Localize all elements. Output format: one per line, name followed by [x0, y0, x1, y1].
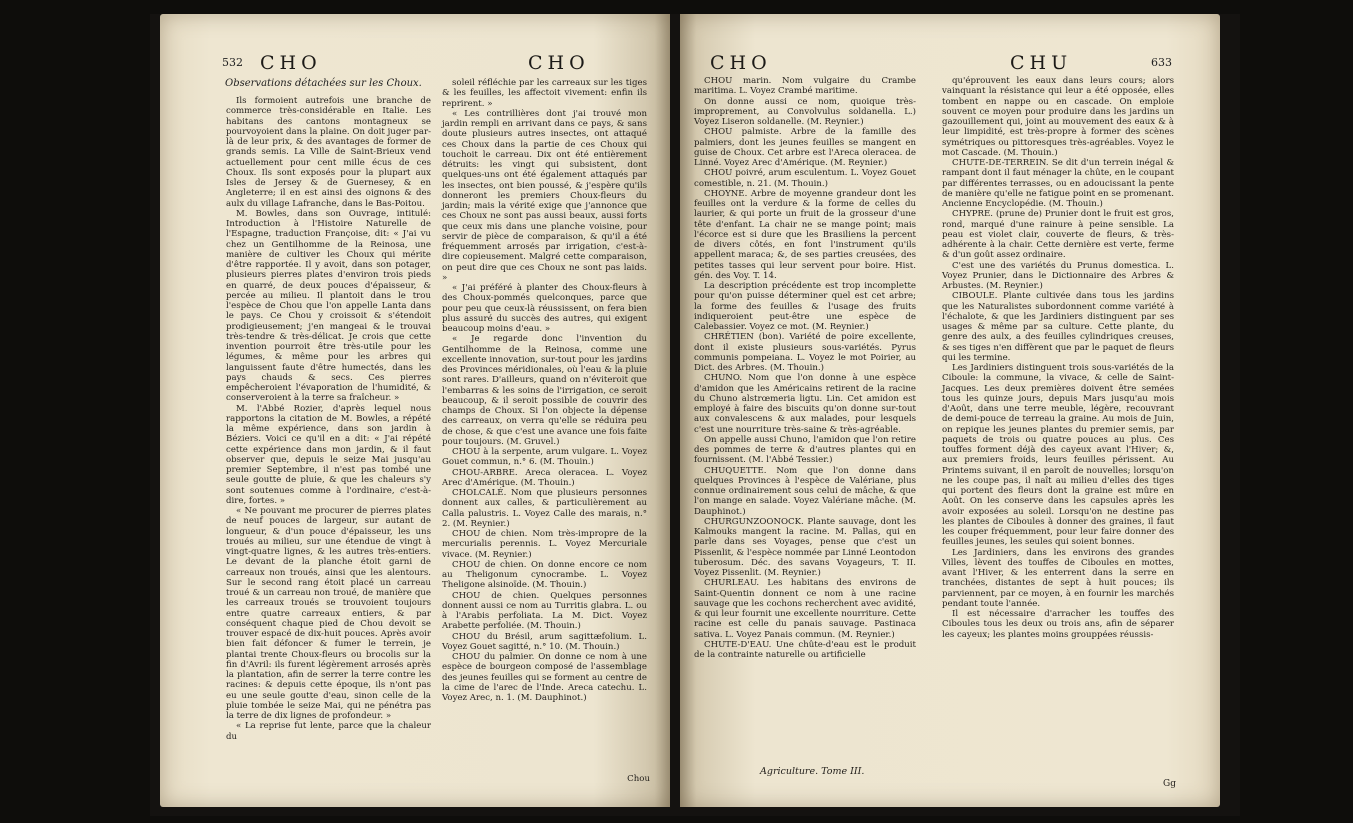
text-column-2 — [442, 78, 647, 778]
paragraph: CHUNO. Nom que l'on donne à une espèce d'amidon que les Américains retirent de la racine du Chuno alstrœmeria ligtu. Lin. Cet amidon est employé à faire des biscuits qu'on donne sur-tout aux convalescens & aux malades, pour lesquels c'est une nourriture très-saine & très-agréable. — [694, 373, 916, 435]
paragraph: On donne aussi ce nom, quoique très-improprement, au Convolvulus soldanella. L.) Voyez Liseron soldanelle. (M. Reynier.) — [694, 96, 916, 127]
paragraph: CHOLCALÉ. Nom que plusieurs personnes donnent aux calles, & particulièrement au Calla palustris. L. Voyez Calle des marais, n.° 2. (M. Reynier.) — [442, 488, 647, 529]
paragraph: CHOU-ARBRE. Areca oleracea. L. Voyez Arec d'Amérique. (M. Thouin.) — [442, 467, 647, 488]
paragraph: CHOU marin. Nom vulgaire du Crambe maritima. L. Voyez Crambé maritime. — [694, 76, 916, 97]
paragraph: CHYPRE. (prune de) Prunier dont le fruit est gros, rond, marqué d'une rainure à peine sensible. La peau est violet clair, couverte de fleurs, & très-adhérente à la chair. Cette dernière est verte, ferme & d'un goût assez ordinaire. — [942, 209, 1174, 261]
paragraph: CHOU du palmier. On donne ce nom à une espèce de bourgeon composé de l'assemblage des jeunes feuilles qui se forment au centre de la cime de l'arec de l'Inde. Areca catechu. L. Voyez Arec, n. 1. (M. Dauphinot.) — [442, 652, 647, 703]
paragraph: M. l'Abbé Rozier, d'après lequel nous rapportons la citation de M. Bowles, a répété la même expérience, dans son jardin à Béziers. Voici ce qu'il en a dit: « J'ai répété cette expérience dans mon jardin, & il faut observer que, depuis le seize Mai jusqu'au premier Septembre, il n'est pas tombé une seule goutte de pluie, & que les chaleurs s'y sont soutenues comme à l'ordinaire, c'est-à-dire, fortes. » — [226, 403, 431, 506]
text-column-1 — [226, 96, 431, 776]
paragraph: CHUTE-D'EAU. Une chûte-d'eau est le produit de la contrainte naturelle ou artificielle — [694, 639, 916, 660]
paragraph: CHRÉTIEN (bon). Variété de poire excellente, dont il existe plusieurs sous-variétés. Pyrus communis pompeiana. L. Voyez le mot Poirier, au Dict. des Arbres. (M. Thouin.) — [694, 332, 916, 373]
paragraph: Ils formoient autrefois une branche de commerce très-considérable en Italie. Les habitans des cantons montagneux se pourvoyoient dans la plaine. On doit juger par-là de leur prix, & des avantages de former de grands semis. La Ville de Saint-Brieux vend actuellement pour cent mille écus de ces Choux. Ils sont exposés pour la plupart aux Isles de Jersey & de Guernesey, & en Angleterre; il en est ainsi des oignons & des aulx du village Lafranche, dans le Bas-Poitou. — [226, 96, 431, 209]
paragraph: Les Jardiniers, dans les environs des grandes Villes, lèvent des touffes de Ciboules en mottes, avant l'Hiver, & les enterrent dans la serre en tranchées, distantes de sept à huit pouces; ils parviennent, par ce moyen, à en fournir les marchés pendant toute l'année. — [942, 547, 1174, 609]
paragraph: Les Jardiniers distinguent trois sous-variétés de la Ciboule: la commune, la vivace, & celle de Saint-Jacques. Les deux premières doivent être semées tous les quinze jours, depuis Mars jusqu'au mois d'Août, dans une terre meuble, légère, recouvrant de demi-pouce de terreau la graine. Au mois de Juin, on repique les jeunes plantes du premier semis, par paquets de trois ou quatre pouces au plus. Ces touffes forment déjà des cayeux avant l'Hiver; &, aux premiers froids, leurs feuilles périssent. Au Printems suivant, il en paroît de nouvelles; lorsqu'on ne les coupe pas, il naît au milieu d'elles des tiges qui portent des fleurs dont la graine est mûre en Août. On les conserve dans les capsules après les avoir exposées au soleil. Lorsqu'on ne destine pas les plantes de Ciboules à donner des graines, il faut les couper fréquemment, pour leur faire donner des feuilles jeunes, les seules qui soient bonnes. — [942, 363, 1174, 548]
paragraph: M. Bowles, dans son Ouvrage, intitulé: Introduction à l'Histoire Naturelle de l'Espagne, traduction Françoise, dit: « J'ai vu chez un Gentilhomme de la Reinosa, une manière de cultiver les Choux qui mérite d'être rapportée. Il y avoit, dans son potager, plusieurs pierres plates d'environ trois pieds en quarré, de deux pouces d'épaisseur, & percée au milieu. Il plantoit dans le trou l'espèce de Chou que l'on appelle Lanta dans le pays. Ce Chou y croissoit & s'étendoit prodigieusement; j'en mangeai & le trouvai très-tendre & très-délicat. Je crois que cette invention pourroit être très-utile pour les légumes, & même pour les arbres qui languissent faute d'être humectés, dans les pays chauds & secs. Ces pierres empêcheroient l'évaporation de l'humidité, & conserveroient à la terre sa fraîcheur. » — [226, 208, 431, 404]
paragraph: CHOU palmiste. Arbre de la famille des palmiers, dont les jeunes feuilles se mangent en guise de Choux. Cet arbre est l'Areca oleracea. de Linné. Voyez Arec d'Amérique. (M. Reynier.) — [694, 127, 916, 168]
paragraph: On appelle aussi Chuno, l'amidon que l'on retire des pommes de terre & d'autres plantes qui en fournissent. (M. l'Abbé Tessier.) — [694, 434, 916, 466]
text-column-2 — [942, 76, 1174, 776]
paragraph: C'est une des variétés du Prunus domestica. L. Voyez Prunier, dans le Dictionnaire des Arbres & Arbustes. (M. Reynier.) — [942, 260, 1174, 291]
running-head — [680, 52, 1220, 76]
paragraph: CHOU à la serpente, arum vulgare. L. Voyez Gouet commun, n.° 6. (M. Thouin.) — [442, 447, 647, 468]
catchword: Chou — [627, 774, 650, 784]
paragraph: soleil réfléchie par les carreaux sur les tiges & les feuilles, les affectoit vivement: enfin ils reprirent. » — [442, 78, 647, 109]
paragraph: Il est nécessaire d'arracher les touffes des Ciboules tous les deux ou trois ans, afin de séparer les cayeux; les plantes moins grouppées réussis- — [942, 609, 1174, 640]
running-head-word: CHO — [260, 52, 322, 74]
paragraph: CHUTE-DE-TERREIN. Se dit d'un terrein inégal & rampant dont il faut ménager la chûte, en le coupant par différentes terrasses, ou en adoucissant la pente de manière qu'elle ne fatigue point en se promenant. Ancienne Encyclopédie. (M. Thouin.) — [942, 158, 1174, 209]
paragraph: « J'ai préféré à planter des Choux-fleurs à des Choux-pommés quelconques, parce que pour peu que ceux-là réussissent, on fera bien plus assuré du succès des autres, qui exigent beaucoup moins d'eau. » — [442, 283, 647, 334]
paragraph: CHURLEAU. Les habitans des environs de Saint-Quentin donnent ce nom à une racine sauvage que les cochons recherchent avec avidité, & qui leur fournit une excellente nourriture. Cette racine est celle du panais sauvage. Pastinaca sativa. L. Voyez Panais commun. (M. Reynier.) — [694, 578, 916, 640]
paragraph: « Ne pouvant me procurer de pierres plates de neuf pouces de largeur, sur autant de longueur, & d'un pouce d'épaisseur, les uns troués au milieu, sur une étendue de vingt à vingt-quatre lignes, & les autres très-entiers. Le devant de la planche étoit garni de carreaux non troués, ainsi que les alentours. Sur le second rang étoit placé un carreau troué & un carreau non troué, de manière que les carreaux troués se trouvoient toujours entre quatre carreaux entiers, & par conséquent chaque pied de Chou devoit se trouver espacé de dix-huit pouces. Après avoir bien fait défoncer & fumer le terrein, je plantai trente Choux-fleurs ou brocolis sur la fin d'Avril: ils furent légèrement arrosés après la plantation, afin de serrer la terre contre les racines: & depuis cette époque, ils n'ont pas eu une seule goutte d'eau, sinon celle de la pluie tombée le seize Mai, qui ne pénétra pas la terre de dix lignes de profondeur. » — [226, 506, 431, 721]
paragraph: CHOYNE. Arbre de moyenne grandeur dont les feuilles ont la verdure & la forme de celles du laurier, & qui porte un fruit de la grosseur d'une tête d'enfant. La chair ne se mange point; mais l'écorce est si dure que les Brasiliens la percent de divers côtés, en font l'instrument qu'ils appellent maraca; &, de ses parties creusées, des petites tasses qui leur servent pour boire. Hist. gén. des Voy. T. 14. — [694, 188, 916, 281]
running-head — [160, 52, 670, 76]
text-column-1 — [694, 76, 916, 776]
paragraph: CHOU du Brésil, arum sagittæfolium. L. Voyez Gouet sagitté, n.° 10. (M. Thouin.) — [442, 631, 647, 652]
paragraph: CHOU de chien. Quelques personnes donnent aussi ce nom au Turritis glabra. L. ou à l'Arabis perfoliata. La M. Dict. Voyez Arabette perfoliée. (M. Thouin.) — [442, 590, 647, 632]
paragraph: CHOU poivré, arum esculentum. L. Voyez Gouet comestible, n. 21. (M. Thouin.) — [694, 168, 916, 189]
paragraph: « Je regarde donc l'invention du Gentilhomme de la Reinosa, comme une excellente innovation, sur-tout pour les jardins des Provinces méridionales, où l'eau & la pluie sont rares. D'ailleurs, quand on n'éviteroit que l'embarras & les soins de l'irrigation, ce seroit beaucoup, & il seroit possible de couvrir des champs de Choux. Si l'on objecte la dépense des carreaux, on verra qu'elle se réduira peu de chose, & que c'est une avance une fois faite pour toujours. (M. Gruvel.) — [442, 334, 647, 447]
signature-line: Agriculture. Tome III. — [760, 766, 865, 777]
paragraph: CHURGUNZOONOCK. Plante sauvage, dont les Kalmouks mangent la racine. M. Pallas, qui en parle dans ses Voyages, pense que c'est un Pissenlit, & l'espèce nommée par Linné Leontodon tuberosum. Déc. des savans Voyageurs, T. II. Voyez Pissenlit. (M. Reynier.) — [694, 516, 916, 578]
right-page — [680, 14, 1220, 807]
page-number: 633 — [1151, 56, 1172, 69]
running-head-word: CHO — [710, 52, 772, 74]
running-head-word: CHU — [1010, 52, 1073, 74]
section-subtitle: Observations détachées sur les Choux. — [225, 78, 422, 89]
paragraph: CHOU de chien. On donne encore ce nom au Theligonum cynocrambe. L. Voyez Theligone alsinoïde. (M. Thouin.) — [442, 559, 647, 591]
signature-mark: Gg — [1163, 779, 1176, 789]
paragraph: « La reprise fut lente, parce que la chaleur du — [226, 721, 431, 742]
running-head-word: CHO — [528, 52, 590, 74]
paragraph: La description précédente est trop incomplette pour qu'on puisse déterminer quel est cet arbre; la forme des feuilles & l'usage des fruits indiqueroient peut-être une espèce de Calebassier. Voyez ce mot. (M. Reynier.) — [694, 281, 916, 332]
paragraph: qu'éprouvent les eaux dans leurs cours; alors vainquant la résistance qui leur a été opposée, elles tombent en nappe ou en cascade. On emploie souvent ce moyen pour produire dans les jardins un gazouillement qui, joint au mouvement des eaux & à leur limpidité, est très-propre à former des scènes symétriques ou pittoresques très-agréables. Voyez le mot Cascade. (M. Thouin.) — [942, 76, 1174, 158]
paragraph: CHOU de chien. Nom très-impropre de la mercurialis perennis. L. Voyez Mercuriale vivace. (M. Reynier.) — [442, 529, 647, 560]
left-page — [160, 14, 670, 807]
page-number: 532 — [222, 56, 243, 69]
paragraph: CHUQUETTE. Nom que l'on donne dans quelques Provinces à l'espèce de Valériane, plus connue ordinairement sous celui de mâche, & que l'on mange en salade. Voyez Valériane mâche. (M. Dauphinot.) — [694, 465, 916, 517]
paragraph: CIBOULE. Plante cultivée dans tous les jardins que les Naturalistes subordonnent comme variété à l'échalote, & que les Jardiniers distinguent par ses usages & même par sa culture. Cette plante, du genre des aulx, a des feuilles cylindriques creuses, & ses tiges n'en diffèrent que par le paquet de fleurs qui les termine. — [942, 291, 1174, 363]
paragraph: « Les contrillières dont j'ai trouvé mon jardin rempli en arrivant dans ce pays, & sans doute plusieurs autres insectes, ont attaqué ces Choux dans la partie de ces Choux qui touchoit le carreau. Dix ont été entièrement détruits: les vingt qui subsistent, dont quelques-uns ont été également attaqués par les insectes, ont bien poussé, & j'espère qu'ils donneront les premiers Choux-fleurs du jardin; mais la vérité exige que j'annonce que ces Choux ne sont pas aussi beaux, aussi forts que ceux mis dans une planche voisine, pour servir de pièce de comparaison, & qu'il a été fréquemment arrosés par irrigation, c'est-à-dire copieusement. Malgré cette comparaison, on peut dire que ces Choux ne sont pas laids. » — [442, 108, 647, 283]
